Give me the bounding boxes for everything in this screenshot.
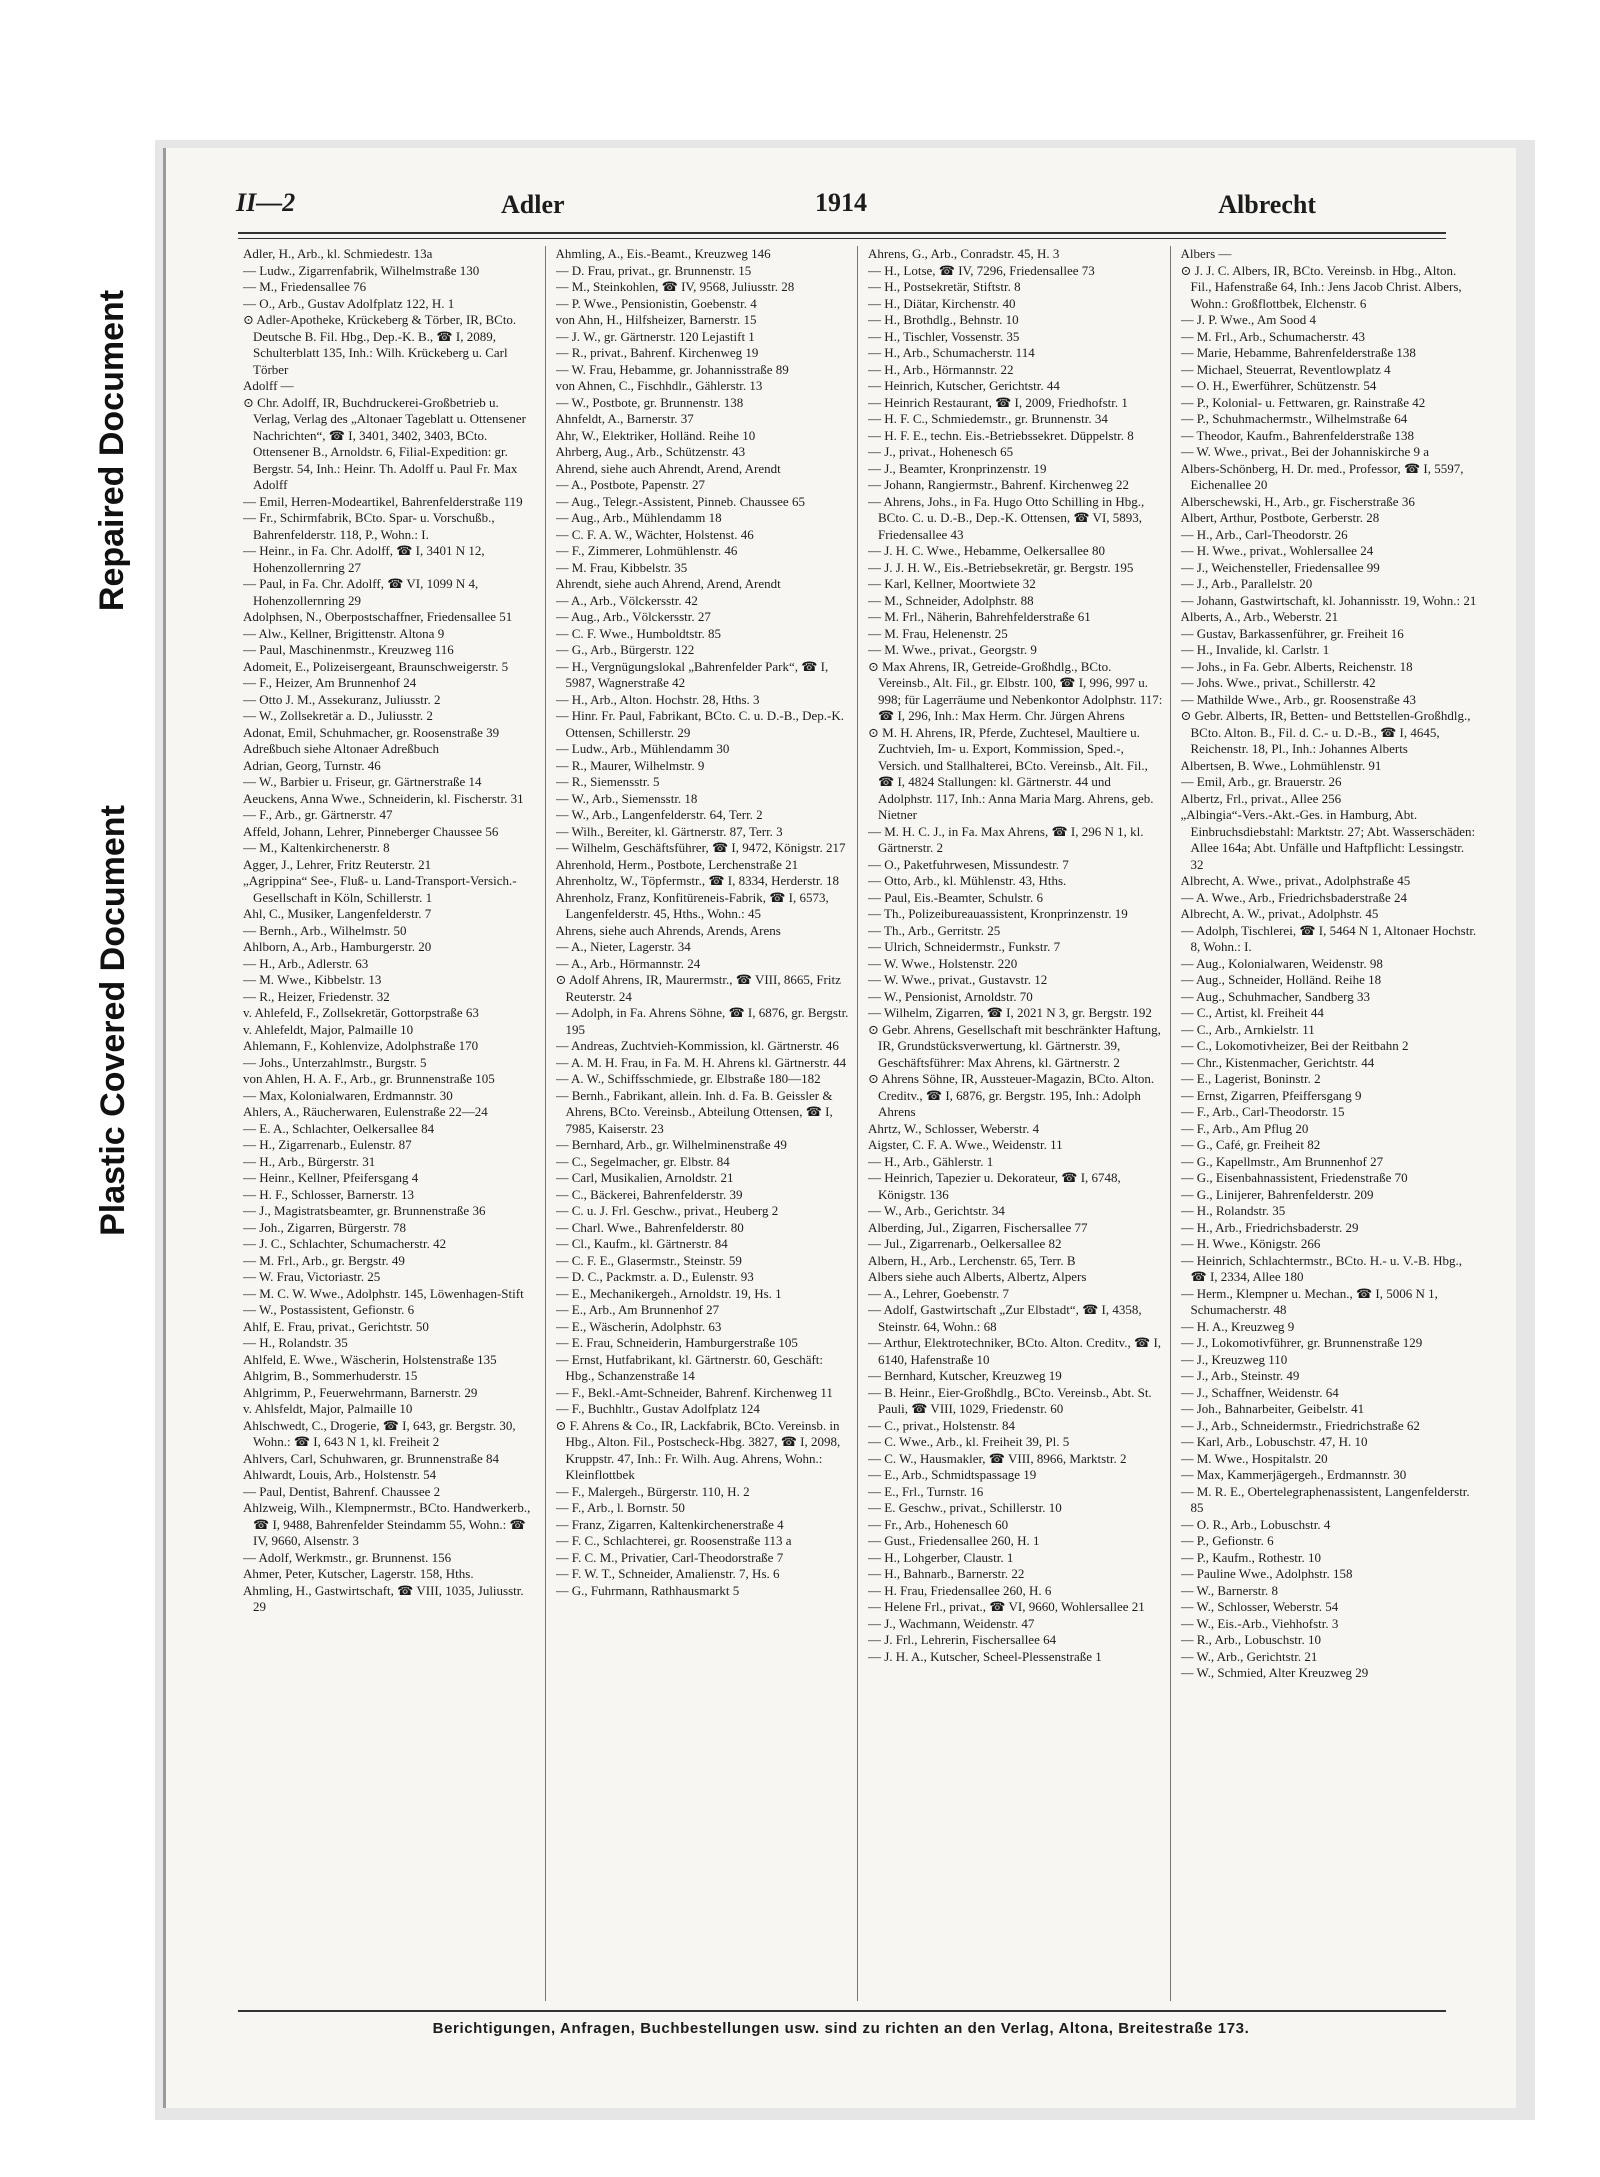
directory-entry: — O. H., Ewerführer, Schützenstr. 54 xyxy=(1180,378,1377,393)
directory-entry: — H., Postsekretär, Stiftstr. 8 xyxy=(868,279,1021,294)
directory-entry: — Cl., Kaufm., kl. Gärtnerstr. 84 xyxy=(555,1236,728,1251)
directory-entry: — C., Bäckerei, Bahrenfelderstr. 39 xyxy=(555,1186,743,1202)
directory-entry: — M. H. C. J., in Fa. Max Ahrens, ☎ I, 296 N 1, kl. Gärtnerstr. 2 xyxy=(868,823,1144,855)
directory-entry: — Chr., Kistenmacher, Gerichtstr. 44 xyxy=(1180,1054,1375,1070)
directory-entry: — W., Arb., Siemensstr. 18 xyxy=(555,790,698,806)
directory-entry: von Ahnen, C., Fischhdlr., Gählerstr. 13 xyxy=(555,378,763,393)
directory-entry: ⊙ M. H. Ahrens, IR, Pferde, Zuchtesel, Maultiere u. Zuchtvieh, Im- u. Export, Kommission, Sped.-, Versich. und Stallhalterei, BCto. Vereinsb., Alt. Fil., ☎ I, 4824 Stallungen: kl. Gärtnerstr. 44 und Adolphstr. 117, Inh.: Anna Maria Marg. Ahrens, geb. Nietner xyxy=(868,724,1154,822)
directory-entry: — Fr., Schirmfabrik, BCto. Spar- u. Vorschußb., Bahrenfelderstr. 118, P., Wohn.: I. xyxy=(243,510,495,542)
directory-entry: — W. Wwe., privat., Bei der Johanniskirche 9 a xyxy=(1180,444,1430,459)
directory-entry: — C. Wwe., Arb., kl. Freiheit 39, Pl. 5 xyxy=(868,1434,1070,1449)
directory-entry: Aigster, C. F. A. Wwe., Weidenstr. 11 xyxy=(868,1137,1063,1152)
directory-entry: — M. Wwe., Hospitalstr. 20 xyxy=(1180,1450,1328,1466)
directory-entry: — A. M. H. Frau, in Fa. M. H. Ahrens kl. Gärtnerstr. 44 xyxy=(555,1054,847,1070)
directory-entry: Ahmling, A., Eis.-Beamt., Kreuzweg 146 xyxy=(555,246,771,261)
directory-entry: — Emil, Herren-Modeartikel, Bahrenfelderstraße 119 xyxy=(243,493,523,509)
directory-entry: — Ulrich, Schneidermstr., Funkstr. 7 xyxy=(868,939,1061,954)
directory-entry: — H., Arb., Carl-Theodorstr. 26 xyxy=(1180,526,1348,542)
directory-entry: — W., Postbote, gr. Brunnenstr. 138 xyxy=(555,394,744,410)
directory-entry: — W., Postassistent, Gefionstr. 6 xyxy=(243,1302,415,1317)
directory-entry: — Aug., Schuhmacher, Sandberg 33 xyxy=(1180,988,1371,1004)
plastic-covered-document-label xyxy=(85,740,141,1300)
directory-entry: — C., Segelmacher, gr. Elbstr. 84 xyxy=(555,1153,730,1169)
directory-entry: — Max, Kammerjägergeh., Erdmannstr. 30 xyxy=(1180,1467,1407,1482)
directory-entry: — H., Arb., Hörmannstr. 22 xyxy=(868,361,1014,377)
directory-columns xyxy=(243,246,1483,2001)
directory-entry: — H., Brothdlg., Behnstr. 10 xyxy=(868,312,1019,327)
directory-entry: — H. Wwe., privat., Wohlersallee 24 xyxy=(1180,543,1374,558)
directory-entry: Ahrens, G., Arb., Conradstr. 45, H. 3 xyxy=(868,246,1060,261)
directory-entry: — F., Arb., Am Pflug 20 xyxy=(1180,1120,1309,1136)
directory-entry: — Otto, Arb., kl. Mühlenstr. 43, Hths. xyxy=(868,873,1067,888)
directory-entry: — Aug., Arb., Völckersstr. 27 xyxy=(555,609,711,624)
directory-entry: — Mathilde Wwe., Arb., gr. Roosenstraße 43 xyxy=(1180,691,1417,707)
directory-entry: — J., Kreuzweg 110 xyxy=(1180,1351,1288,1367)
directory-entry: Ahlfeld, E. Wwe., Wäscherin, Holstenstraße 135 xyxy=(243,1351,497,1367)
directory-entry: „Agrippina“ See-, Fluß- u. Land-Transport-Versich.-Gesellschaft in Köln, Schillerstr. 1 xyxy=(243,873,517,905)
directory-entry: — A., Postbote, Papenstr. 27 xyxy=(555,477,706,492)
directory-entry: — H. F., Schlosser, Barnerstr. 13 xyxy=(243,1186,415,1202)
directory-entry: — H., Zigarrenarb., Eulenstr. 87 xyxy=(243,1137,412,1152)
directory-entry: — W., Barbier u. Friseur, gr. Gärtnerstraße 14 xyxy=(243,774,482,789)
directory-entry: — Michael, Steuerrat, Reventlowplatz 4 xyxy=(1180,361,1391,377)
directory-entry: Ahlf, E. Frau, privat., Gerichtstr. 50 xyxy=(243,1318,429,1334)
directory-entry: — Heinrich, Tapezier u. Dekorateur, ☎ I, 6748, Königstr. 136 xyxy=(868,1170,1121,1202)
directory-entry: — Heinrich, Schlachtermstr., BCto. H.- u. V.-B. Hbg., ☎ I, 2334, Allee 180 xyxy=(1180,1252,1463,1284)
directory-entry: — J. W., gr. Gärtnerstr. 120 Lejastift 1 xyxy=(555,328,755,344)
directory-entry: — Wilhelm, Geschäftsführer, ☎ I, 9472, Königstr. 217 xyxy=(555,840,846,855)
directory-entry: — M. Frau, Kibbelstr. 35 xyxy=(555,559,688,575)
directory-entry: — F., Malergeh., Bürgerstr. 110, H. 2 xyxy=(555,1483,750,1499)
directory-entry: — Herm., Klempner u. Mechan., ☎ I, 5006 N 1, Schumacherstr. 48 xyxy=(1180,1285,1438,1317)
directory-entry: — Ahrens, Johs., in Fa. Hugo Otto Schilling in Hbg., BCto. C. u. D.-B., Dep.-K. Ottensen, ☎ VI, 5893, Friedensallee 43 xyxy=(868,493,1145,542)
directory-entry: — Heinr., in Fa. Chr. Adolff, ☎ I, 3401 N 12, Hohenzollernring 27 xyxy=(243,543,485,575)
directory-entry: — M. Frau, Helenenstr. 25 xyxy=(868,625,1008,641)
directory-entry: — M. Wwe., Kibbelstr. 13 xyxy=(243,972,382,987)
directory-entry: Ahrens, siehe auch Ahrends, Arends, Arens xyxy=(555,922,781,938)
directory-entry: Ahlwardt, Louis, Arb., Holstenstr. 54 xyxy=(243,1467,437,1482)
directory-entry: — A., Lehrer, Goebenstr. 7 xyxy=(868,1285,1010,1301)
directory-entry: — J. H. A., Kutscher, Scheel-Plessenstraße 1 xyxy=(868,1648,1102,1664)
directory-entry: — H. A., Kreuzweg 9 xyxy=(1180,1318,1295,1334)
directory-entry: Ahrenholz, Franz, Konfitüreneis-Fabrik, ☎ I, 6573, Langenfelderstr. 45, Hths., Wohn.: 45 xyxy=(555,889,829,921)
directory-entry: — P., Kolonial- u. Fettwaren, gr. Rainstraße 42 xyxy=(1180,394,1426,410)
directory-entry: — Heinrich Restaurant, ☎ I, 2009, Friedhofstr. 1 xyxy=(868,394,1128,410)
directory-entry: — W., Pensionist, Arnoldstr. 70 xyxy=(868,988,1033,1004)
directory-entry: Ahmling, H., Gastwirtschaft, ☎ VIII, 1035, Juliusstr. 29 xyxy=(243,1582,524,1614)
directory-entry: — Emil, Arb., gr. Brauerstr. 26 xyxy=(1180,774,1342,789)
directory-entry: — H., Bahnarb., Barnerstr. 22 xyxy=(868,1566,1025,1581)
directory-entry: — J., Arb., Steinstr. 49 xyxy=(1180,1368,1300,1383)
directory-entry: — H. Frau, Friedensallee 260, H. 6 xyxy=(868,1582,1052,1598)
directory-entry: — Ernst, Zigarren, Pfeiffersgang 9 xyxy=(1180,1087,1362,1103)
directory-entry: Ahlemann, F., Kohlenvize, Adolphstraße 170 xyxy=(243,1038,479,1053)
directory-entry: — W. Frau, Victoriastr. 25 xyxy=(243,1269,381,1284)
directory-entry: — A., Arb., Völckersstr. 42 xyxy=(555,592,698,608)
directory-entry: — Adolf, Werkmstr., gr. Brunnenst. 156 xyxy=(243,1549,452,1565)
directory-entry: — E. A., Schlachter, Oelkersallee 84 xyxy=(243,1120,435,1136)
directory-entry: — F. C., Schlachterei, gr. Roosenstraße 113 a xyxy=(555,1533,792,1548)
directory-entry: — Heinr., Kellner, Pfeifersgang 4 xyxy=(243,1170,419,1185)
directory-entry: ⊙ Gebr. Ahrens, Gesellschaft mit beschränkter Haftung, IR, Grundstücksverwertung, kl. Gärtnerstr. 39, Geschäftsführer: Max Ahrens, kl. Gärtnerstr. 2 xyxy=(868,1021,1161,1070)
directory-entry: — H., Vergnügungslokal „Bahrenfelder Park“, ☎ I, 5987, Wagnerstraße 42 xyxy=(555,658,829,690)
directory-entry: Alberding, Jul., Zigarren, Fischersallee 77 xyxy=(868,1219,1088,1235)
directory-entry: — C. u. J. Frl. Geschw., privat., Heuberg 2 xyxy=(555,1203,779,1218)
header-left-word: Adler xyxy=(501,190,565,219)
directory-entry: — J. P. Wwe., Am Sood 4 xyxy=(1180,312,1317,327)
directory-entry: — O., Arb., Gustav Adolfplatz 122, H. 1 xyxy=(243,295,455,311)
directory-entry: — J. J. H. W., Eis.-Betriebsekretär, gr. Bergstr. 195 xyxy=(868,559,1134,575)
directory-entry: — M. C. W. Wwe., Adolphstr. 145, Löwenhagen-Stift xyxy=(243,1285,524,1301)
directory-entry: — Hinr. Fr. Paul, Fabrikant, BCto. C. u. D.-B., Dep.-K. Ottensen, Schillerstr. 29 xyxy=(555,708,845,740)
directory-entry: — Johann, Gastwirtschaft, kl. Johannisstr. 19, Wohn.: 21 xyxy=(1180,592,1477,608)
directory-entry: — M. R. E., Obertelegraphenassistent, Langenfelderstr. 85 xyxy=(1180,1483,1470,1515)
directory-entry: ⊙ F. Ahrens & Co., IR, Lackfabrik, BCto. Vereinsb. in Hbg., Alton. Fil., Postscheck-Hbg. 3827, ☎ I, 2098, Kruppstr. 47, Inh.: Fr. Wilh. Aug. Ahrens, Wohn.: Kleinflottbek xyxy=(555,1417,841,1482)
directory-entry: — Bernhard, Kutscher, Kreuzweg 19 xyxy=(868,1368,1062,1383)
directory-entry: — F., Arb., gr. Gärtnerstr. 47 xyxy=(243,807,393,822)
directory-entry: Ahl, C., Musiker, Langenfelderstr. 7 xyxy=(243,906,432,921)
directory-entry: — M. Frl., Arb., gr. Bergstr. 49 xyxy=(243,1252,405,1268)
directory-entry: Ahrenholtz, W., Töpfermstr., ☎ I, 8334, Herderstr. 18 xyxy=(555,873,839,888)
page-number: II—2 xyxy=(236,188,296,217)
directory-entry: — Fr., Arb., Hohenesch 60 xyxy=(868,1516,1009,1532)
directory-entry: — J., Wachmann, Weidenstr. 47 xyxy=(868,1615,1035,1631)
directory-entry: Ahlschwedt, C., Drogerie, ☎ I, 643, gr. Bergstr. 30, Wohn.: ☎ I, 643 N 1, kl. Freiheit 2 xyxy=(243,1417,516,1449)
directory-entry: Ahnfeldt, A., Barnerstr. 37 xyxy=(555,411,694,426)
directory-entry: — Theodor, Kaufm., Bahrenfelderstraße 138 xyxy=(1180,427,1415,443)
directory-entry: — R., Siemensstr. 5 xyxy=(555,774,660,789)
directory-entry: — Andreas, Zuchtvieh-Kommission, kl. Gärtnerstr. 46 xyxy=(555,1038,839,1053)
directory-entry: v. Ahlefeldt, Major, Palmaille 10 xyxy=(243,1021,414,1037)
directory-entry: — W., Barnerstr. 8 xyxy=(1180,1582,1278,1598)
directory-entry: — W., Schmied, Alter Kreuzweg 29 xyxy=(1180,1665,1369,1680)
directory-entry: — W., Eis.-Arb., Viehhofstr. 3 xyxy=(1180,1615,1339,1631)
directory-entry: — Wilh., Bereiter, kl. Gärtnerstr. 87, Terr. 3 xyxy=(555,823,783,839)
directory-entry: Ahrenhold, Herm., Postbote, Lerchenstraße 21 xyxy=(555,856,799,872)
directory-entry: Ahrend, siehe auch Ahrendt, Arend, Arendt xyxy=(555,460,781,476)
directory-entry: — G., Eisenbahnassistent, Friedenstraße 70 xyxy=(1180,1170,1408,1185)
directory-entry: — Johs., in Fa. Gebr. Alberts, Reichenstr. 18 xyxy=(1180,658,1413,674)
directory-entry: Adonat, Emil, Schuhmacher, gr. Roosenstraße 39 xyxy=(243,724,500,740)
directory-entry: — A. Wwe., Arb., Friedrichsbaderstraße 24 xyxy=(1180,889,1407,905)
directory-entry: — Otto J. M., Assekuranz, Juliusstr. 2 xyxy=(243,691,441,707)
directory-entry: — Aug., Schneider, Holländ. Reihe 18 xyxy=(1180,972,1382,987)
directory-entry: — J., Magistratsbeamter, gr. Brunnenstraße 36 xyxy=(243,1203,486,1218)
directory-entry: — A. W., Schiffsschmiede, gr. Elbstraße 180—182 xyxy=(555,1071,821,1086)
directory-entry: — E., Lagerist, Boninstr. 2 xyxy=(1180,1071,1321,1086)
directory-entry: — Arthur, Elektrotechniker, BCto. Alton. Creditv., ☎ I, 6140, Hafenstraße 10 xyxy=(868,1335,1162,1367)
directory-entry: — J., Arb., Schneidermstr., Friedrichstraße 62 xyxy=(1180,1417,1420,1433)
directory-entry: — J., Beamter, Kronprinzenstr. 19 xyxy=(868,460,1047,476)
directory-entry: — Max, Kolonialwaren, Erdmannstr. 30 xyxy=(243,1087,453,1103)
directory-entry: — H., Lohgerber, Claustr. 1 xyxy=(868,1549,1014,1565)
directory-column-1 xyxy=(243,246,546,2001)
directory-entry: — J., Schaffner, Weidenstr. 64 xyxy=(1180,1384,1339,1400)
directory-column-4 xyxy=(1181,246,1484,2001)
directory-entry: — M., Kaltenkirchenerstr. 8 xyxy=(243,840,390,855)
directory-entry: — B. Heinr., Eier-Großhdlg., BCto. Vereinsb., Abt. St. Pauli, ☎ VIII, 1029, Friedenstr. 60 xyxy=(868,1384,1152,1416)
directory-entry: Ahrtz, W., Schlosser, Weberstr. 4 xyxy=(868,1120,1040,1136)
directory-entry: — J. C., Schlachter, Schumacherstr. 42 xyxy=(243,1236,447,1251)
directory-entry: — R., Heizer, Friedenstr. 32 xyxy=(243,988,390,1004)
directory-entry: — G., Fuhrmann, Rathhausmarkt 5 xyxy=(555,1582,740,1598)
directory-entry: Adolff — xyxy=(243,378,294,393)
directory-entry: — G., Kapellmstr., Am Brunnenhof 27 xyxy=(1180,1153,1384,1169)
directory-entry: ⊙ Gebr. Alberts, IR, Betten- und Bettstellen-Großhdlg., BCto. Alton. B., Fil. d. C.- u. D.-B., ☎ I, 4645, Reichenstr. 18, Pl., Inh.: Johannes Alberts xyxy=(1180,708,1471,756)
directory-entry: — C., Lokomotivheizer, Bei der Reitbahn 2 xyxy=(1180,1038,1409,1053)
directory-entry: „Albingia“-Vers.-Akt.-Ges. in Hamburg, Abt. Einbruchsdiebstahl: Marktstr. 27; Abt. Wasserschäden: Allee 164a; Abt. Unfälle und Haftpflicht: Lessingstr. 32 xyxy=(1180,807,1476,872)
directory-entry: — Aug., Kolonialwaren, Weidenstr. 98 xyxy=(1180,955,1383,971)
directory-entry: — R., privat., Bahrenf. Kirchenweg 19 xyxy=(555,345,759,360)
directory-entry: — Ludw., Arb., Mühlendamm 30 xyxy=(555,741,730,756)
directory-entry: — H., Diätar, Kirchenstr. 40 xyxy=(868,295,1016,311)
directory-entry: — E., Arb., Am Brunnenhof 27 xyxy=(555,1302,720,1317)
directory-entry: Ahr, W., Elektriker, Holländ. Reihe 10 xyxy=(555,427,756,443)
directory-entry: — E., Wäscherin, Adolphstr. 63 xyxy=(555,1318,722,1334)
directory-entry: Ahrberg, Aug., Arb., Schützenstr. 43 xyxy=(555,444,746,459)
directory-entry: — M. Wwe., privat., Georgstr. 9 xyxy=(868,642,1037,657)
directory-entry: — Paul, Dentist, Bahrenf. Chaussee 2 xyxy=(243,1483,441,1499)
directory-entry: Albrecht, A. W., privat., Adolphstr. 45 xyxy=(1180,906,1379,921)
directory-entry: — C. F. E., Glasermstr., Steinstr. 59 xyxy=(555,1252,742,1268)
directory-entry: ⊙ J. J. C. Albers, IR, BCto. Vereinsb. in Hbg., Alton. Fil., Hafenstraße 64, Inh.: Jens Jacob Christ. Albers, Wohn.: Großflottbek, Elchenstr. 6 xyxy=(1180,262,1462,311)
directory-entry: — F., Bekl.-Amt-Schneider, Bahrenf. Kirchenweg 11 xyxy=(555,1384,833,1400)
directory-entry: Alberts, A., Arb., Weberstr. 21 xyxy=(1180,609,1339,624)
directory-entry: — F., Arb., l. Bornstr. 50 xyxy=(555,1500,685,1515)
directory-entry: — C. W., Hausmakler, ☎ VIII, 8966, Marktstr. 2 xyxy=(868,1450,1127,1466)
directory-entry: — Ludw., Zigarrenfabrik, Wilhelmstraße 130 xyxy=(243,262,480,278)
directory-entry: — F., Heizer, Am Brunnenhof 24 xyxy=(243,675,417,690)
directory-entry: — R., Arb., Lobuschstr. 10 xyxy=(1180,1632,1321,1647)
directory-entry: Albern, H., Arb., Lerchenstr. 65, Terr. B xyxy=(868,1252,1076,1268)
directory-column-2 xyxy=(556,246,859,2001)
directory-entry: — Johann, Rangiermstr., Bahrenf. Kirchenweg 22 xyxy=(868,477,1130,492)
directory-entry: — F., Buchhltr., Gustav Adolfplatz 124 xyxy=(555,1401,760,1416)
directory-entry: — Heinrich, Kutscher, Gerichtstr. 44 xyxy=(868,378,1060,393)
directory-entry: — Bernhard, Arb., gr. Wilhelminenstraße 49 xyxy=(555,1137,787,1152)
directory-entry: — J., Lokomotivführer, gr. Brunnenstraße 129 xyxy=(1180,1335,1423,1350)
directory-entry: — J. Frl., Lehrerin, Fischersallee 64 xyxy=(868,1632,1057,1647)
directory-entry: — F., Zimmerer, Lohmühlenstr. 46 xyxy=(555,543,738,558)
directory-entry: — W., Arb., Gerichtstr. 34 xyxy=(868,1203,1005,1218)
directory-entry: — D. C., Packmstr. a. D., Eulenstr. 93 xyxy=(555,1269,754,1284)
directory-entry: — Gust., Friedensallee 260, H. 1 xyxy=(868,1533,1040,1548)
directory-entry: — H., Arb., Adlerstr. 63 xyxy=(243,955,369,971)
directory-entry: ⊙ Adolf Ahrens, IR, Maurermstr., ☎ VIII, 8665, Fritz Reuterstr. 24 xyxy=(555,972,841,1004)
directory-entry: — G., Café, gr. Freiheit 82 xyxy=(1180,1137,1321,1152)
directory-entry: — F. C. M., Privatier, Carl-Theodorstraße 7 xyxy=(555,1549,784,1565)
directory-entry: — H., Rolandstr. 35 xyxy=(1180,1203,1286,1218)
directory-entry: v. Ahlsfeldt, Major, Palmaille 10 xyxy=(243,1401,413,1416)
directory-entry: — P., Kaufm., Rothestr. 10 xyxy=(1180,1549,1321,1565)
directory-entry: Adrian, Georg, Turnstr. 46 xyxy=(243,757,381,773)
directory-entry: — Th., Polizeibureauassistent, Kronprinzenstr. 19 xyxy=(868,906,1128,921)
page-header xyxy=(236,188,1446,228)
directory-entry: — R., Maurer, Wilhelmstr. 9 xyxy=(555,757,705,773)
directory-entry: Ahlborn, A., Arb., Hamburgerstr. 20 xyxy=(243,939,432,954)
directory-entry: — Helene Frl., privat., ☎ VI, 9660, Wohlersallee 21 xyxy=(868,1599,1145,1614)
directory-entry: — Aug., Arb., Mühlendamm 18 xyxy=(555,510,722,525)
directory-entry: — J., Weichensteller, Friedensallee 99 xyxy=(1180,559,1380,575)
directory-entry: — Alw., Kellner, Brigittenstr. Altona 9 xyxy=(243,625,445,641)
directory-entry: Alberschewski, H., Arb., gr. Fischerstraße 36 xyxy=(1180,493,1415,509)
directory-entry: Albers — xyxy=(1180,246,1232,261)
directory-entry: Albers siehe auch Alberts, Albertz, Alpers xyxy=(868,1269,1087,1284)
directory-entry: Adler, H., Arb., kl. Schmiedestr. 13a xyxy=(243,246,433,261)
directory-entry: — E., Arb., Schmidtspassage 19 xyxy=(868,1467,1037,1482)
directory-entry: Adreßbuch siehe Altonaer Adreßbuch xyxy=(243,741,440,756)
directory-entry: — F. W. T., Schneider, Amalienstr. 7, Hs. 6 xyxy=(555,1566,780,1581)
directory-entry: — C., Arb., Arnkielstr. 11 xyxy=(1180,1021,1315,1037)
directory-entry: Ahlgrimm, P., Feuerwehrmann, Barnerstr. 29 xyxy=(243,1384,478,1400)
publisher-footer: Berichtigungen, Anfragen, Buchbestellungen usw. sind zu richten an den Verlag, Altona, Breitestraße 173. xyxy=(432,2020,1250,2037)
directory-entry: — Franz, Zigarren, Kaltenkirchenerstraße 4 xyxy=(555,1516,784,1532)
directory-entry: — P., Schuhmachermstr., Wilhelmstraße 64 xyxy=(1180,411,1408,426)
directory-entry: — Adolph, Tischlerei, ☎ I, 5464 N 1, Altonaer Hochstr. 8, Wohn.: I. xyxy=(1180,922,1477,954)
directory-entry: — J., privat., Hohenesch 65 xyxy=(868,444,1014,459)
directory-entry: — C. F. Wwe., Humboldtstr. 85 xyxy=(555,625,722,641)
directory-entry: Affeld, Johann, Lehrer, Pinneberger Chaussee 56 xyxy=(243,823,499,839)
directory-entry: Albertz, Frl., privat., Allee 256 xyxy=(1180,790,1342,806)
directory-entry: — M. Frl., Arb., Schumacherstr. 43 xyxy=(1180,328,1366,344)
directory-entry: Ahlvers, Carl, Schuhwaren, gr. Brunnenstraße 84 xyxy=(243,1450,499,1466)
directory-entry: Adomeit, E., Polizeisergeant, Braunschweigerstr. 5 xyxy=(243,658,509,674)
directory-entry: — H. F. E., techn. Eis.-Betriebssekret. Düppelstr. 8 xyxy=(868,427,1134,443)
directory-entry: Ahlers, A., Räucherwaren, Eulenstraße 22—24 xyxy=(243,1104,488,1119)
directory-entry: — Adolph, in Fa. Ahrens Söhne, ☎ I, 6876, gr. Bergstr. 195 xyxy=(555,1005,849,1037)
directory-entry: — G., Linijerer, Bahrenfelderstr. 209 xyxy=(1180,1186,1374,1202)
directory-entry: — H., Arb., Schumacherstr. 114 xyxy=(868,345,1035,360)
directory-entry: — H., Lotse, ☎ IV, 7296, Friedensallee 73 xyxy=(868,262,1095,278)
directory-entry: — W. Frau, Hebamme, gr. Johannisstraße 89 xyxy=(555,361,789,377)
directory-entry: — J. H. C. Wwe., Hebamme, Oelkersallee 80 xyxy=(868,543,1105,558)
header-rule-thick xyxy=(238,232,1446,234)
directory-entry: — C., Artist, kl. Freiheit 44 xyxy=(1180,1005,1324,1020)
directory-entry: — H. F. C., Schmiedemstr., gr. Brunnenstr. 34 xyxy=(868,411,1108,426)
directory-entry: — E., Mechanikergeh., Arnoldstr. 19, Hs. 1 xyxy=(555,1285,782,1301)
header-year: 1914 xyxy=(815,188,867,217)
directory-entry: — O., Paketfuhrwesen, Missundestr. 7 xyxy=(868,856,1069,872)
directory-entry: — P. Wwe., Pensionistin, Goebenstr. 4 xyxy=(555,295,757,311)
footer-rule xyxy=(238,2010,1446,2012)
directory-entry: — W. Wwe., privat., Gustavstr. 12 xyxy=(868,972,1048,987)
directory-entry: v. Ahlefeld, F., Zollsekretär, Gottorpstraße 63 xyxy=(243,1005,479,1020)
directory-entry: — A., Nieter, Lagerstr. 34 xyxy=(555,939,691,954)
directory-entry: Albertsen, B. Wwe., Lohmühlenstr. 91 xyxy=(1180,757,1382,773)
directory-entry: — M., Schneider, Adolphstr. 88 xyxy=(868,592,1034,608)
directory-entry: Ahmer, Peter, Kutscher, Lagerstr. 158, Hths. xyxy=(243,1566,474,1581)
directory-entry: — E. Geschw., privat., Schillerstr. 10 xyxy=(868,1500,1062,1515)
directory-entry: — H., Rolandstr. 35 xyxy=(243,1335,348,1350)
directory-entry: — Joh., Bahnarbeiter, Geibelstr. 41 xyxy=(1180,1401,1365,1416)
directory-entry: — H., Arb., Bürgerstr. 31 xyxy=(243,1153,376,1169)
directory-column-3 xyxy=(868,246,1171,2001)
directory-entry: — Adolf, Gastwirtschaft „Zur Elbstadt“, ☎ I, 4358, Steinstr. 64, Wohn.: 68 xyxy=(868,1302,1142,1334)
directory-page xyxy=(163,148,1516,2108)
directory-entry: — W., Zollsekretär a. D., Juliusstr. 2 xyxy=(243,708,433,723)
directory-entry: — W., Arb., Gerichtstr. 21 xyxy=(1180,1648,1318,1664)
directory-entry: — Th., Arb., Gerritstr. 25 xyxy=(868,922,1001,938)
directory-entry: — H., Invalide, kl. Carlstr. 1 xyxy=(1180,642,1330,657)
directory-entry: — W., Schlosser, Weberstr. 54 xyxy=(1180,1599,1339,1614)
directory-entry: — Paul, Eis.-Beamter, Schulstr. 6 xyxy=(868,889,1043,905)
directory-entry: — Charl. Wwe., Bahrenfelderstr. 80 xyxy=(555,1219,744,1235)
directory-entry: — A., Arb., Hörmannstr. 24 xyxy=(555,955,701,971)
directory-entry: — E., Frl., Turnstr. 16 xyxy=(868,1483,984,1499)
directory-entry: ⊙ Adler-Apotheke, Krückeberg & Törber, IR, BCto. Deutsche B. Fil. Hbg., Dep.-K. B., ☎ I, 2089, Schulterblatt 135, Inh.: Wilh. Krückeberg u. Carl Törber xyxy=(243,312,517,377)
directory-entry: — H., Tischler, Vossenstr. 35 xyxy=(868,328,1020,344)
directory-entry: — H. Wwe., Königstr. 266 xyxy=(1180,1236,1321,1251)
header-rule-thin xyxy=(238,238,1446,239)
directory-entry: — O. R., Arb., Lobuschstr. 4 xyxy=(1180,1516,1331,1532)
repaired-document-label xyxy=(85,190,141,710)
directory-entry: — Bernh., Fabrikant, allein. Inh. d. Fa. B. Geissler & Ahrens, BCto. Vereinsb., Abteilung Ottensen, ☎ I, 7985, Kaiserstr. 23 xyxy=(555,1087,833,1136)
directory-entry: — M., Steinkohlen, ☎ IV, 9568, Juliusstr. 28 xyxy=(555,279,795,294)
directory-entry: — H., Arb., Friedrichsbaderstr. 29 xyxy=(1180,1219,1359,1235)
directory-entry: — Aug., Telegr.-Assistent, Pinneb. Chaussee 65 xyxy=(555,493,805,509)
directory-entry: — W., Arb., Langenfelderstr. 64, Terr. 2 xyxy=(555,807,763,822)
directory-entry: — H., Arb., Alton. Hochstr. 28, Hths. 3 xyxy=(555,691,760,707)
directory-entry: — Karl, Kellner, Moortwiete 32 xyxy=(868,576,1036,591)
directory-entry: — Jul., Zigarrenarb., Oelkersallee 82 xyxy=(868,1236,1062,1251)
directory-entry: — G., Arb., Bürgerstr. 122 xyxy=(555,642,695,657)
directory-entry: — Ernst, Hutfabrikant, kl. Gärtnerstr. 60, Geschäft: Hbg., Schanzenstraße 14 xyxy=(555,1351,824,1383)
directory-entry: — E. Frau, Schneiderin, Hamburgerstraße 105 xyxy=(555,1335,798,1350)
directory-entry: — Gustav, Barkassenführer, gr. Freiheit 16 xyxy=(1180,625,1404,641)
repaired-document-text: Repaired Document xyxy=(93,289,132,611)
directory-entry: — P., Gefionstr. 6 xyxy=(1180,1533,1274,1548)
directory-entry: — C., privat., Holstenstr. 84 xyxy=(868,1417,1015,1433)
directory-entry: Albers-Schönberg, H. Dr. med., Professor, ☎ I, 5597, Eichenallee 20 xyxy=(1180,460,1464,492)
directory-entry: — D. Frau, privat., gr. Brunnenstr. 15 xyxy=(555,262,752,278)
directory-entry: — M., Friedensallee 76 xyxy=(243,279,367,294)
directory-entry: — M. Frl., Näherin, Bahrehfelderstraße 61 xyxy=(868,609,1091,624)
directory-entry: ⊙ Ahrens Söhne, IR, Aussteuer-Magazin, BCto. Alton. Creditv., ☎ I, 6876, gr. Bergstr. 195, Inh.: Adolph Ahrens xyxy=(868,1071,1155,1119)
directory-entry: — H., Arb., Gählerstr. 1 xyxy=(868,1153,994,1169)
directory-entry: Ahlzweig, Wilh., Klempnermstr., BCto. Handwerkerb., ☎ I, 9488, Bahrenfelder Steindamm 55, Wohn.: ☎ IV, 9660, Alsenstr. 3 xyxy=(243,1500,531,1548)
directory-entry: — Bernh., Arb., Wilhelmstr. 50 xyxy=(243,922,407,938)
directory-entry: — Paul, in Fa. Chr. Adolff, ☎ VI, 1099 N 4, Hohenzollernring 29 xyxy=(243,576,479,608)
directory-entry: — W. Wwe., Holstenstr. 220 xyxy=(868,955,1018,971)
directory-entry: — F., Arb., Carl-Theodorstr. 15 xyxy=(1180,1104,1345,1119)
directory-entry: ⊙ Chr. Adolff, IR, Buchdruckerei-Großbetrieb u. Verlag, Verlag des „Altonaer Tageblatt u. Ottensener Nachrichten“, ☎ I, 3401, 3402, 3403, BCto. Ottensener B., Arnoldstr. 6, Filial-Expedition: gr. Bergstr. 54, Inh.: Heinr. Th. Adolff u. Paul Fr. Max Adolff xyxy=(243,394,526,492)
directory-entry: — Carl, Musikalien, Arnoldstr. 21 xyxy=(555,1170,734,1185)
directory-entry: Aeuckens, Anna Wwe., Schneiderin, kl. Fischerstr. 31 xyxy=(243,790,524,806)
directory-entry: — Johs., Unterzahlmstr., Burgstr. 5 xyxy=(243,1054,427,1070)
directory-entry: — J., Arb., Parallelstr. 20 xyxy=(1180,576,1313,591)
directory-entry: — Marie, Hebamme, Bahrenfelderstraße 138 xyxy=(1180,345,1416,360)
directory-entry: von Ahn, H., Hilfsheizer, Barnerstr. 15 xyxy=(555,312,757,327)
directory-entry: Ahrendt, siehe auch Ahrend, Arend, Arendt xyxy=(555,576,781,591)
directory-entry: Adolphsen, N., Oberpostschaffner, Friedensallee 51 xyxy=(243,609,513,624)
directory-entry: — Pauline Wwe., Adolphstr. 158 xyxy=(1180,1566,1353,1581)
directory-entry: — Paul, Maschinenmstr., Kreuzweg 116 xyxy=(243,642,454,657)
directory-entry: von Ahlen, H. A. F., Arb., gr. Brunnenstraße 105 xyxy=(243,1071,495,1086)
directory-entry: Agger, J., Lehrer, Fritz Reuterstr. 21 xyxy=(243,856,432,872)
directory-entry: Albert, Arthur, Postbote, Gerberstr. 28 xyxy=(1180,510,1380,525)
directory-entry: Ahlgrim, B., Sommerhuderstr. 15 xyxy=(243,1368,418,1383)
plastic-covered-document-text: Plastic Covered Document xyxy=(93,804,132,1236)
directory-entry: — Wilhelm, Zigarren, ☎ I, 2021 N 3, gr. Bergstr. 192 xyxy=(868,1005,1152,1020)
directory-entry: — Karl, Arb., Lobuschstr. 47, H. 10 xyxy=(1180,1434,1368,1449)
directory-entry: — Johs. Wwe., privat., Schillerstr. 42 xyxy=(1180,675,1376,690)
directory-entry: Albrecht, A. Wwe., privat., Adolphstraße 45 xyxy=(1180,873,1411,888)
header-right-word: Albrecht xyxy=(1218,190,1316,219)
directory-entry: ⊙ Max Ahrens, IR, Getreide-Großhdlg., BCto. Vereinsb., Alt. Fil., gr. Elbstr. 100, ☎ I, 996, 997 u. 998; für Lagerräume und Nebenkontor Adolphstr. 117: ☎ I, 296, Inh.: Max Herm. Chr. Jürgen Ahrens xyxy=(868,658,1163,723)
directory-entry: — C. F. A. W., Wächter, Holstenst. 46 xyxy=(555,526,754,542)
directory-entry: — Joh., Zigarren, Bürgerstr. 78 xyxy=(243,1219,406,1235)
